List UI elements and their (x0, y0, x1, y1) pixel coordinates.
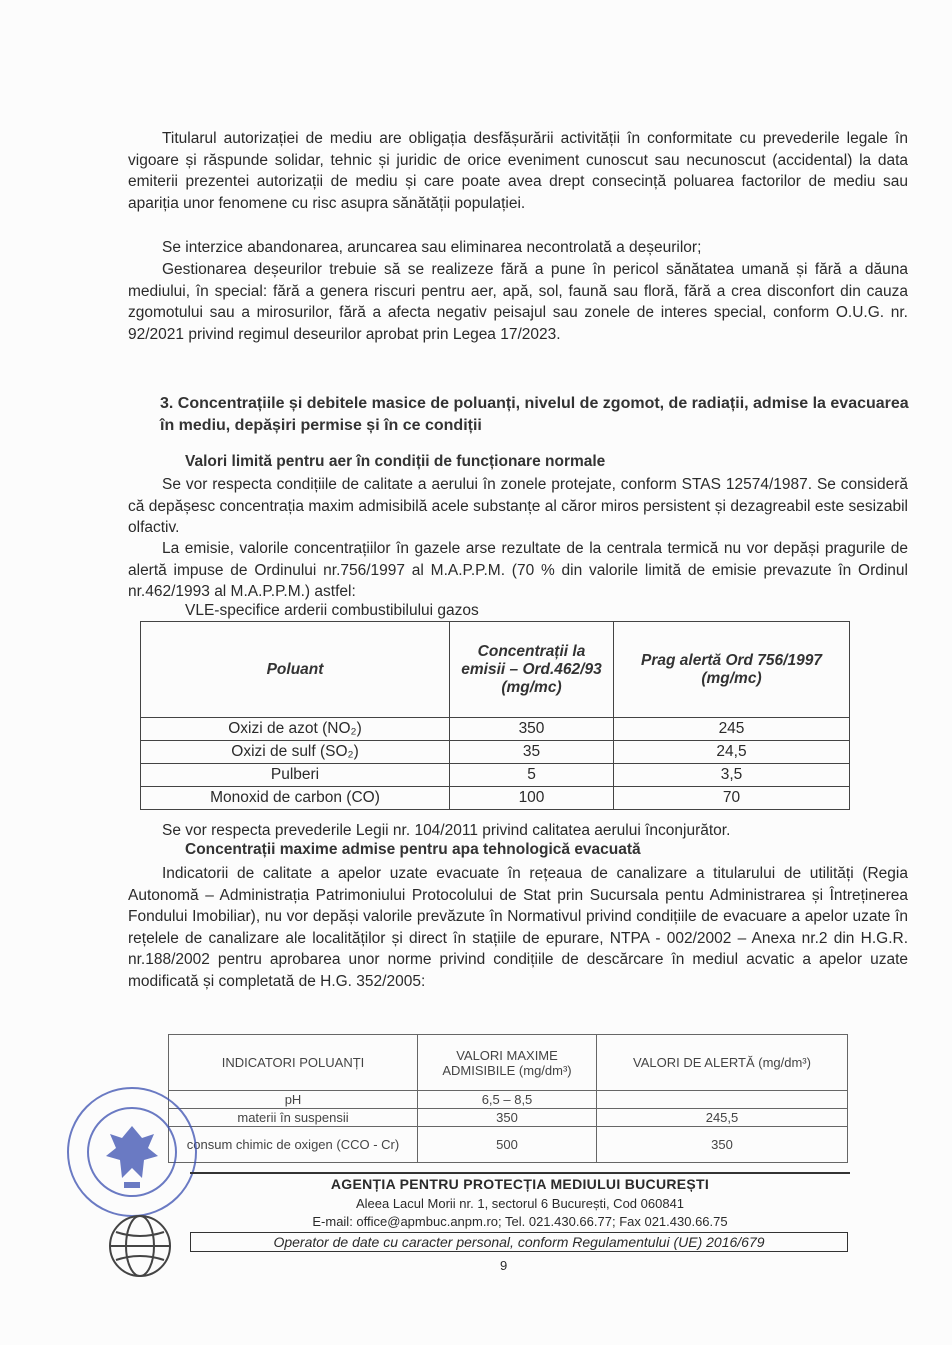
cell-indicator: consum chimic de oxigen (CCO - Cr) (169, 1127, 418, 1163)
water-limits-heading: Concentrații maxime admise pentru apa tehnologică evacuată (185, 841, 641, 858)
column-header-emission-concentration: Concentrații la emisii – Ord.462/93 (mg/mc) (450, 622, 614, 718)
cell-max-value: 500 (418, 1127, 597, 1163)
column-header-pollutant: Poluant (141, 622, 450, 718)
table-row (169, 1127, 848, 1163)
cell-pollutant: Oxizi de azot (NO₂) (141, 718, 450, 741)
paragraph-water-indicators: Indicatorii de calitate a apelor uzate evacuate în rețeaua de canalizare a titularului de utilități (Regia Autonomă – Administrația Patrimoniului Protocolului de Stat prin Sucursala pentu Administrarea și Întreținerea Fondului Imobiliar), nu vor depăși valorile prevăzute în Normativul privind condițiile de evacuare a apelor uzate în rețelele de canalizare ale localităților și direct în stațiile de epurare, NTPA - 002/2002 – Anexa nr.2 din H.G.R. nr.188/2002 pentru aprobarea unor norme privind condițiile de descărcare în mediul acvatic a apelor uzate modificată și completată de H.G. 352/2005: (128, 865, 908, 990)
footer-gdpr-notice: Operator de date cu caracter personal, conform Regulamentului (UE) 2016/679 (190, 1232, 848, 1252)
vle-label: VLE-specifice arderii combustibilului gazos (185, 602, 479, 619)
table-row (141, 787, 850, 810)
cell-max-value: 6,5 – 8,5 (418, 1091, 597, 1109)
cell-emission: 350 (450, 718, 614, 741)
air-limits-heading: Valori limită pentru aer în condiții de funcționare normale (185, 453, 606, 470)
cell-indicator: pH (169, 1091, 418, 1109)
agency-logo-icon (104, 1210, 176, 1282)
cell-alert: 70 (614, 787, 850, 810)
cell-alert-value: 245,5 (597, 1109, 848, 1127)
official-stamp-icon (62, 1082, 202, 1222)
table-row (141, 741, 850, 764)
cell-emission: 35 (450, 741, 614, 764)
cell-max-value: 350 (418, 1109, 597, 1127)
column-header-alert-values: VALORI DE ALERTĂ (mg/dm³) (597, 1035, 848, 1091)
cell-emission: 100 (450, 787, 614, 810)
footer-agency-name: AGENȚIA PENTRU PROTECȚIA MEDIULUI BUCUREȘTI (330, 1176, 710, 1192)
column-header-alert-threshold: Prag alertă Ord 756/1997 (mg/mc) (614, 622, 850, 718)
footer-address: Aleea Lacul Morii nr. 1, sectorul 6 București, Cod 060841 (355, 1196, 685, 1211)
column-header-max-values: VALORI MAXIME ADMISIBILE (mg/dm³) (418, 1035, 597, 1091)
paragraph-waste-management: Gestionarea deșeurilor trebuie să se realizeze fără a pune în pericol sănătatea umană și fără a dăuna mediului, în special: fără a genera riscuri pentru aer, apă, sol, faună sau floră, fără a crea disconfort din cauza zgomotului sau a mirosurilor, fără a afecta negativ peisajul sau zonele de interes special, conform O.U.G. nr. 92/2021 privind regimul deseurilor aprobat prin Legea 17/2023. (128, 261, 908, 343)
cell-alert-value: 350 (597, 1127, 848, 1163)
cell-alert: 245 (614, 718, 850, 741)
table-row (141, 764, 850, 787)
paragraph-waste-ban: Se interzice abandonarea, aruncarea sau eliminarea necontrolată a deșeurilor; (162, 239, 702, 256)
cell-alert: 3,5 (614, 764, 850, 787)
footer-divider (190, 1172, 850, 1174)
paragraph-emissions: La emisie, valorile concentrațiilor în gazele arse rezultate de la centrala termică nu vor depăși pragurile de alertă impuse de Ordinului nr.756/1997 al M.A.P.P.M. (70 % din valorile limită de emisie prevazute în Ordinul nr.462/1993 al M.A.P.P.M.) astfel: (128, 540, 908, 600)
paragraph-obligations: Titularul autorizației de mediu are obligația desfășurării activității în conformitate cu prevederile legale în vigoare și răspunde solidar, tehnic și juridic de orice eveniment cunoscut sau necunoscut (accidental) la data emiterii prezentei autorizații de mediu și care poate avea drept consecință poluarea factorilor de mediu sau apariția unor fenomene cu risc asupra sănătății populației. (128, 130, 908, 212)
table-row (169, 1091, 848, 1109)
paragraph-air-quality: Se vor respecta condițiile de calitate a aerului în zonele protejate, conform STAS 12574/1987. Se consideră că depășesc concentrația maxim admisibilă acele substanțe al căror miros persistent și dezagreabil este sesizabil olfactiv. (128, 476, 908, 536)
footer-contact: E-mail: office@apmbuc.anpm.ro; Tel. 021.430.66.77; Fax 021.430.66.75 (312, 1214, 728, 1229)
paragraph-air-law: Se vor respecta prevederile Legii nr. 104/2011 privind calitatea aerului înconjurător. (162, 822, 731, 839)
page-number: 9 (500, 1258, 508, 1273)
air-emissions-table (140, 621, 850, 810)
column-header-indicators: INDICATORI POLUANȚI (169, 1035, 418, 1091)
section-3-heading: 3. Concentrațiile și debitele masice de poluanți, nivelul de zgomot, de radiații, admise la evacuarea în mediu, depășiri permise și în ce condiții (160, 395, 909, 434)
cell-indicator: materii în suspensii (169, 1109, 418, 1127)
water-indicators-table (168, 1034, 848, 1163)
table-row (169, 1109, 848, 1127)
cell-pollutant: Pulberi (141, 764, 450, 787)
cell-emission: 5 (450, 764, 614, 787)
cell-alert: 24,5 (614, 741, 850, 764)
table-row (141, 718, 850, 741)
cell-pollutant: Monoxid de carbon (CO) (141, 787, 450, 810)
cell-alert-value (597, 1091, 848, 1109)
cell-pollutant: Oxizi de sulf (SO₂) (141, 741, 450, 764)
